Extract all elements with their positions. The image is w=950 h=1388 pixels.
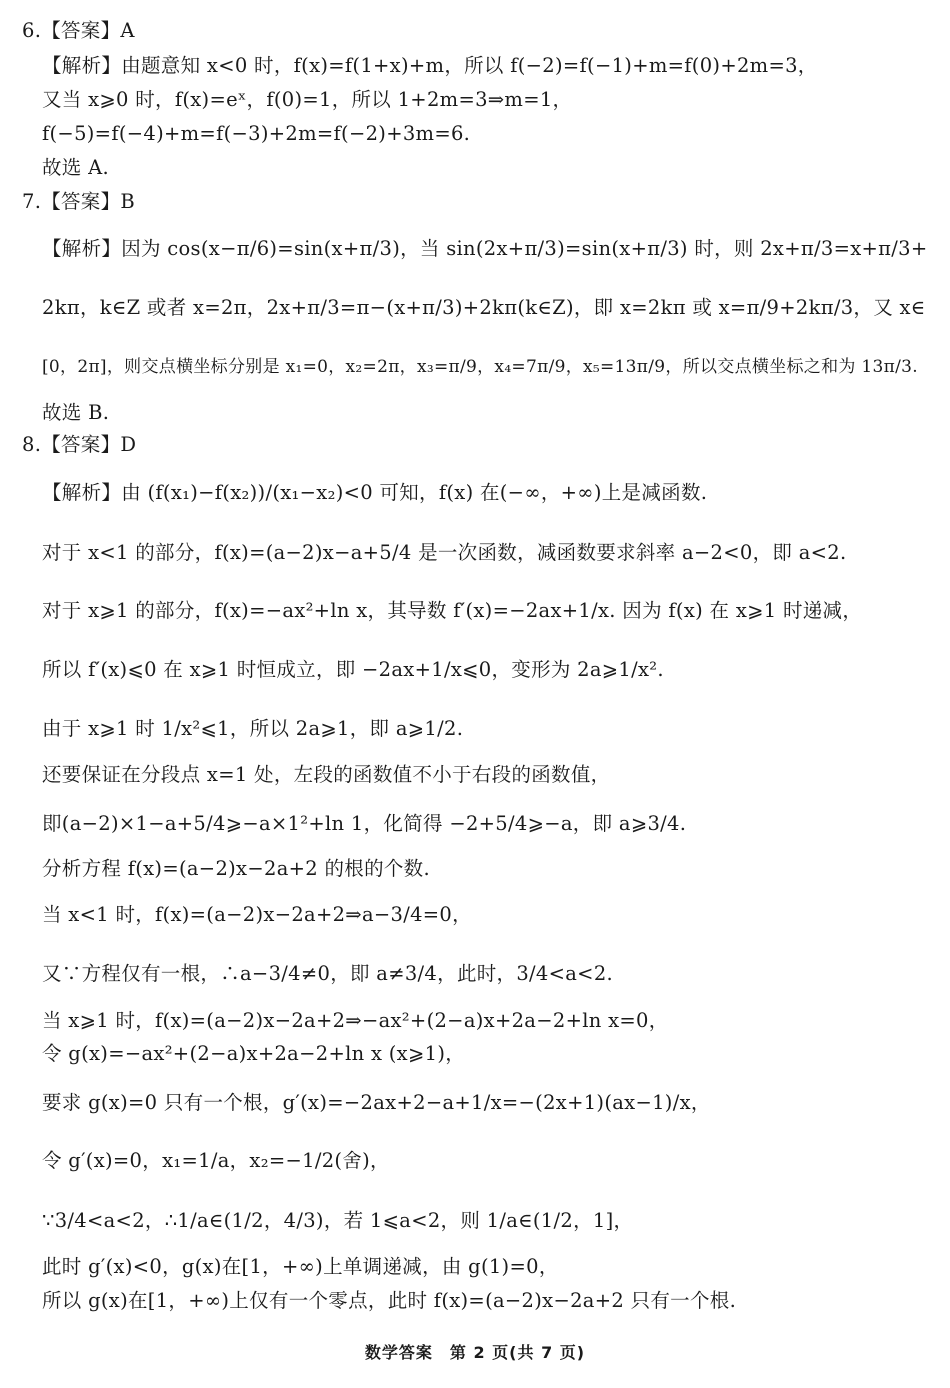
q7-analysis-1: 【解析】因为 cos(x−π/6)=sin(x+π/3)，当 sin(2x+π/3)=sin(x+π/3) 时，则 2x+π/3=x+π/3+ [42,237,928,260]
q8-analysis-2: 对于 x<1 的部分，f(x)=(a−2)x−a+5/4 是一次函数，减函数要求斜率 a−2<0，即 a<2. [42,541,847,564]
q8-analysis-1: 【解析】由 (f(x₁)−f(x₂))/(x₁−x₂)<0 可知，f(x) 在(−∞，+∞)上是减函数. [42,481,708,504]
q7-answer: 7.【答案】B [22,190,136,213]
q8-analysis-5: 由于 x⩾1 时 1/x²⩽1，所以 2a⩾1，即 a⩾1/2. [42,717,464,740]
q6-analysis-2: 又当 x⩾0 时，f(x)=eˣ，f(0)=1，所以 1+2m=3⇒m=1， [42,88,573,111]
q8-analysis-15: ∵3/4<a<2，∴1/a∈(1/2，4/3)，若 1⩽a<2，则 1/a∈(1/2，1]， [42,1209,634,1232]
q8-analysis-4: 所以 f′(x)⩽0 在 x⩾1 时恒成立，即 −2ax+1/x⩽0，变形为 2a⩾1/x². [42,658,664,681]
q8-analysis-13: 要求 g(x)=0 只有一个根，g′(x)=−2ax+2−a+1/x=−(2x+1)(ax−1)/x， [42,1091,711,1114]
q8-analysis-16: 此时 g′(x)<0，g(x)在[1，+∞)上单调递减，由 g(1)=0， [42,1255,559,1278]
q6-analysis-3: f(−5)=f(−4)+m=f(−3)+2m=f(−2)+3m=6. [42,122,471,145]
page-footer: 数学答案 第 2 页(共 7 页) [364,1343,586,1362]
q7-choice: 故选 B. [42,401,110,424]
q8-analysis-12: 令 g(x)=−ax²+(2−a)x+2a−2+ln x (x⩾1)， [42,1042,466,1065]
q6-analysis-1: 【解析】由题意知 x<0 时，f(x)=f(1+x)+m，所以 f(−2)=f(−1)+m=f(0)+2m=3， [42,54,818,77]
q6-answer: 6.【答案】A [22,19,135,42]
q8-analysis-3: 对于 x⩾1 的部分，f(x)=−ax²+ln x，其导数 f′(x)=−2ax+1/x. 因为 f(x) 在 x⩾1 时递减， [42,599,863,622]
q8-answer: 8.【答案】D [22,433,137,456]
q8-analysis-8: 分析方程 f(x)=(a−2)x−2a+2 的根的个数. [42,857,430,880]
q6-choice: 故选 A. [42,156,109,179]
q8-analysis-10: 又∵方程仅有一根，∴a−3/4≠0，即 a≠3/4，此时，3/4<a<2. [42,962,614,985]
q8-analysis-11: 当 x⩾1 时，f(x)=(a−2)x−2a+2⇒−ax²+(2−a)x+2a−2+ln x=0， [42,1009,669,1032]
q8-analysis-6: 还要保证在分段点 x=1 处，左段的函数值不小于右段的函数值， [42,763,611,786]
q7-analysis-2: 2kπ，k∈Z 或者 x=2π，2x+π/3=π−(x+π/3)+2kπ(k∈Z)，即 x=2kπ 或 x=π/9+2kπ/3，又 x∈ [42,296,926,319]
q8-analysis-14: 令 g′(x)=0，x₁=1/a，x₂=−1/2(舍)， [42,1149,390,1172]
q8-analysis-9: 当 x<1 时，f(x)=(a−2)x−2a+2⇒a−3/4=0， [42,903,472,926]
q7-analysis-3: [0，2π]，则交点横坐标分别是 x₁=0，x₂=2π，x₃=π/9，x₄=7π/9，x₅=13π/9，所以交点横坐标之和为 13π/3. [42,357,918,377]
q8-analysis-7: 即(a−2)×1−a+5/4⩾−a×1²+ln 1，化简得 −2+5/4⩾−a，即 a⩾3/4. [42,812,687,835]
q8-analysis-17: 所以 g(x)在[1，+∞)上仅有一个零点，此时 f(x)=(a−2)x−2a+2 只有一个根. [42,1289,737,1312]
